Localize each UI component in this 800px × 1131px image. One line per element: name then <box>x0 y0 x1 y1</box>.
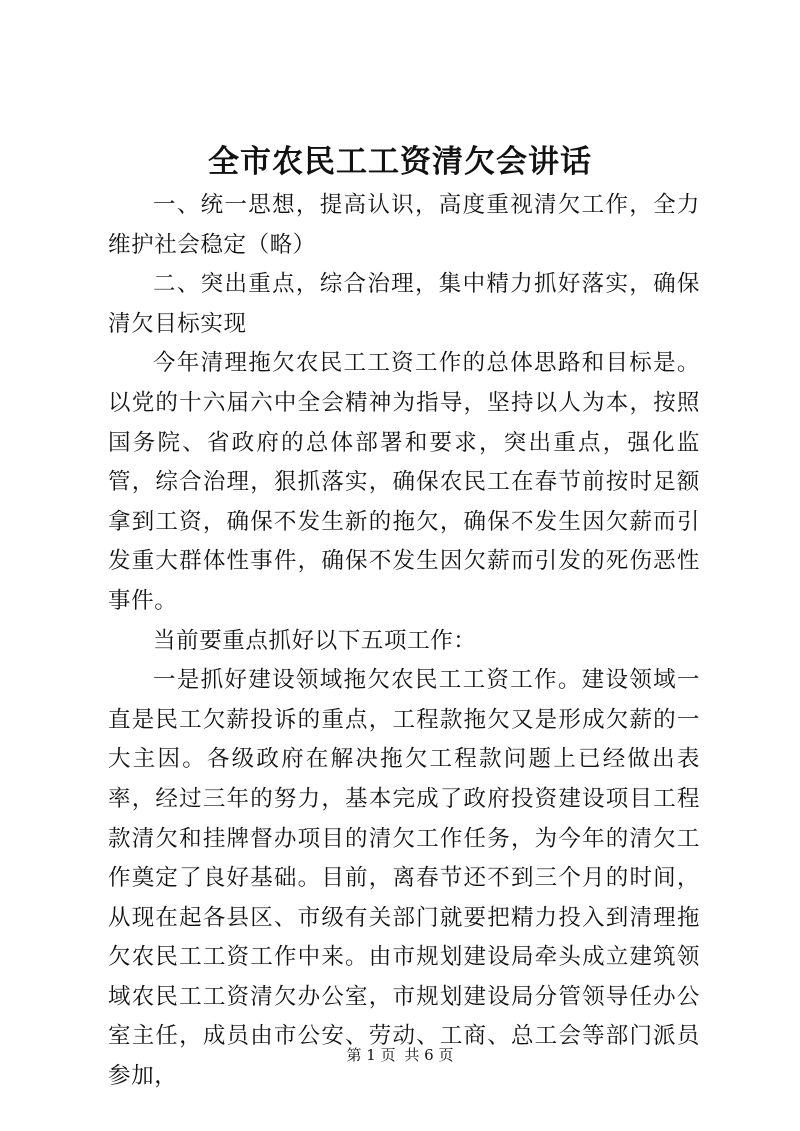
paragraph-section-one: 一、统一思想，提高认识，高度重视清欠工作，全力维护社会稳定（略） <box>108 192 700 258</box>
page-footer <box>0 1045 800 1065</box>
document-body <box>108 186 700 1097</box>
paragraph-section-two: 二、突出重点，综合治理，集中精力抓好落实，确保清欠目标实现 <box>108 271 700 337</box>
paragraph-task-one: 一是抓好建设领域拖欠农民工工资工作。建设领域一直是民工欠薪投诉的重点，工程款拖欠又是形成欠薪的一大主因。各级政府在解决拖欠工程款问题上已经做出表率，经过三年的努力，基本完成了政府投资建设项目工程款清欠和挂牌督办项目的清欠工作任务，为今年的清欠工作奠定了良好基础。目前，离春节还不到三个月的时间，从现在起各县区、市级有关部门就要把精力投入到清理拖欠农民工工资工作中来。由市规划建设局牵头成立建筑领域农民工工资清欠办公室，市规划建设局分管领导任办公室主任，成员由市公安、劳动、工商、总工会等部门派员参加， <box>108 667 700 1090</box>
paragraph-overall-goal: 今年清理拖欠农民工工资工作的总体思路和目标是。以党的十六届六中全会精神为指导，坚持以人为本，按照国务院、省政府的总体部署和要求，突出重点，强化监管，综合治理，狠抓落实，确保农民工在春节前按时足额拿到工资，确保不发生新的拖欠，确保不发生因欠薪而引发重大群体性事件，确保不发生因欠薪而引发的死伤恶性事件。 <box>108 350 700 614</box>
paragraph-five-tasks-intro: 当前要重点抓好以下五项工作： <box>153 627 477 654</box>
page-number: 第 1 页 <box>346 1046 396 1064</box>
page-total: 共 6 页 <box>404 1046 454 1064</box>
document-title: 全市农民工工资清欠会讲话 <box>208 144 592 180</box>
